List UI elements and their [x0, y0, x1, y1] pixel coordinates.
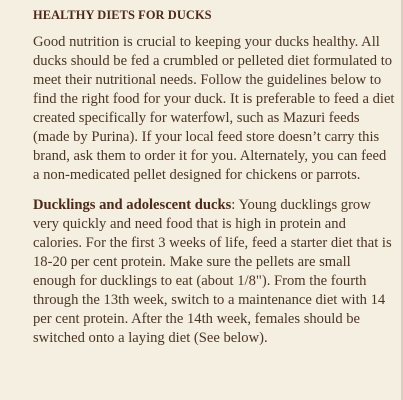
ducklings-paragraph [33, 196, 395, 348]
intro-paragraph: Good nutrition is crucial to keeping your ducks healthy. All ducks should be fed a crumbled or pelleted diet formulated to meet their nutritional needs. Follow the guidelines below to find the right food for your duck. It is preferable to feed a diet created specifically for waterfowl, such as Mazuri feeds (made by Purina). If your local feed store doesn’t carry this brand, ask them to order it for you. Alternately, you can feed a non-medicated pellet designed for chickens or parrots. [33, 34, 395, 183]
article-heading: HEALTHY DIETS FOR DUCKS [33, 8, 212, 22]
ducklings-body-text: : Young ducklings grow very quickly and need food that is high in protein and calories. For the first 3 weeks of life, feed a starter diet that is 18-20 per cent protein. Make sure the pellets are small enough for ducklings to eat (about 1/8"). From the fourth through the 13th week, switch to a maintenance diet with 14 per cent protein. After the 14th week, females should be switched onto a laying diet (See below). [33, 197, 392, 346]
section-lead-ducklings: Ducklings and adolescent ducks [33, 197, 232, 213]
